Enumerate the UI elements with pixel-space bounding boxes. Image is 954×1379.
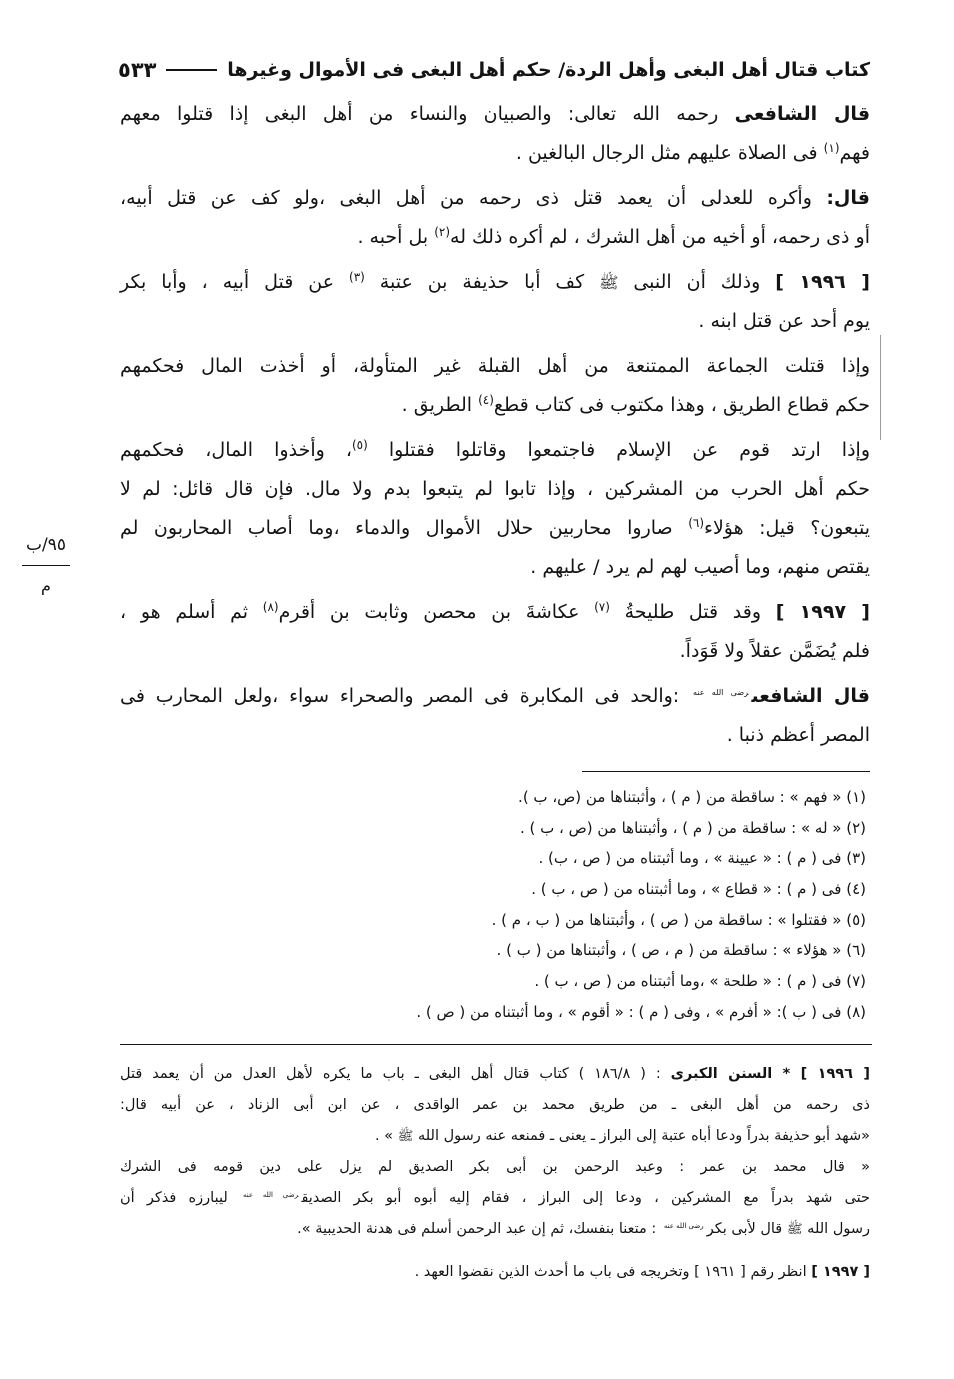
line-text: وذلك أن النبى xyxy=(618,271,776,293)
takhrij-line xyxy=(120,1183,870,1214)
line-text: المصر أعظم ذنبا . xyxy=(726,724,870,746)
footnote-ref: (٧) xyxy=(594,600,610,614)
text-line xyxy=(120,593,870,632)
paragraph xyxy=(120,179,870,257)
line-text: وقد قتل طليحةُ xyxy=(609,601,776,623)
takhrij-line xyxy=(120,1059,870,1090)
line-text: كف أبا حذيفة بن عتبة xyxy=(364,271,600,293)
honorific-glyph: رضى الله عنه xyxy=(663,1222,704,1230)
text-line xyxy=(120,302,870,341)
footnote-ref: (١) xyxy=(823,141,840,155)
line-text: قال لأبى بكر xyxy=(706,1221,787,1237)
text-line xyxy=(120,716,870,755)
text-line xyxy=(120,677,870,716)
footnote-item: (٤) فى ( م ) : « قطاع » ، وما أثبتناه من ( ص ، ب ) . xyxy=(531,880,866,899)
text-line xyxy=(120,509,870,548)
line-text: عكاشةَ بن محصن وثابت بن أقرم xyxy=(278,601,595,623)
footnote-item: (٢) « له » : ساقطة من ( م ) ، وأثبتناها من (ص ، ب ) . xyxy=(519,818,866,837)
speaker-lead: قال الشافعى xyxy=(734,103,871,125)
text-line xyxy=(120,386,870,425)
footnote-item: (٣) فى ( م ) : « عيينة » ، وما أثبتناه من ( ص ، ب) . xyxy=(538,849,866,868)
line-text: وأكره للعدلى أن يعمد قتل ذى رحمه من أهل البغى ،ولو كف عن قتل أبيه، xyxy=(120,187,827,209)
page-number: ٥٣٣ xyxy=(118,58,157,82)
line-text: «شهد أبو حذيفة بدراً ودعا أباه عتبة إلى البراز ـ يعنى ـ فمنعه عنه رسول الله xyxy=(413,1128,870,1144)
speaker-lead: قال: xyxy=(826,187,870,209)
line-text: انظر رقم [ ١٩٦١ ] وتخريجه فى باب ما أحدث الذين نقضوا العهد . xyxy=(414,1264,812,1280)
takhrij-source-lead: [ ١٩٩٦ ] * السنن الكبرى xyxy=(670,1066,870,1082)
footnote-ref: (٦) xyxy=(688,516,705,530)
honorific-glyph: ﷺ xyxy=(786,1222,803,1237)
honorific-glyph: رضى الله عنه xyxy=(693,688,749,697)
footnotes xyxy=(300,782,866,1028)
text-line xyxy=(120,347,870,386)
paragraph xyxy=(120,431,870,587)
footnote-ref: (٨) xyxy=(262,600,279,614)
margin-rule xyxy=(880,335,881,440)
takhrij-line xyxy=(120,1152,870,1183)
line-text: يقتص منهم، وما أصيب لهم لم يرد / عليهم . xyxy=(530,556,870,578)
footnote-ref: (٥) xyxy=(351,438,368,452)
text-line xyxy=(120,263,870,302)
text-line xyxy=(120,470,870,509)
margin-manuscript-siglum: م xyxy=(41,576,51,595)
line-text: ذى رحمه من أهل البغى ـ من طريق محمد بن عمر الواقدى ، عن ابن أبى الزناد ، عن أبيه قال: xyxy=(120,1097,870,1113)
takhrij-line xyxy=(120,1121,870,1152)
honorific-glyph: ﷺ xyxy=(599,273,619,292)
line-text: فلم يُضَمَّن عقلاً ولا قَوَداً. xyxy=(679,640,870,662)
line-text: :والحد فى المكابرة فى المصر والصحراء سواء ،ولعل المحارب فى xyxy=(120,685,690,707)
paragraph xyxy=(120,95,870,173)
footnote-item: (٥) « فقتلوا » : ساقطة من ( ص ) ، وأثبتناها من ( ب ، م ) . xyxy=(491,910,866,929)
line-text: : متعنا بنفسك، ثم إن عبد الرحمن أسلم فى هدنة الحديبية ». xyxy=(297,1221,661,1237)
running-header xyxy=(118,55,870,85)
takhrij-line xyxy=(120,1090,870,1121)
line-text: حتى شهد بدراً مع المشركين ، ودعا إلى البراز ، فقام إليه أبوه أبو بكر الصديق xyxy=(301,1190,870,1206)
line-text: بل أحبه . xyxy=(357,226,435,248)
text-line xyxy=(120,179,870,218)
footnote-item: (٦) « هؤلاء » : ساقطة من ( م ، ص ) ، وأثبتناها من ( ب ) . xyxy=(496,941,866,960)
line-text: صاروا محاربين حلال الأموال والدماء ،وما أصاب المحاربون لم xyxy=(120,517,689,539)
honorific-glyph: ﷺ xyxy=(397,1129,414,1144)
footnote-item: (٨) فى ( ب ): « أفرم » ، وفى ( م ) : « أقوم » ، وما أثبتناه من ( ص ) . xyxy=(416,1002,866,1021)
line-text: يوم أحد عن قتل ابنه . xyxy=(698,310,870,332)
speaker-lead: قال الشافعى xyxy=(751,685,870,707)
line-text: ، وأخذوا المال، فحكمهم xyxy=(120,439,352,461)
line-text: حكم أهل الحرب من المشركين ، وإذا تابوا لم يتبعوا بدم ولا مال. فإن قال قائل: لم لا xyxy=(120,478,870,500)
margin-folio-note: ٩٥/ب xyxy=(26,535,66,555)
line-text: الطريق . xyxy=(401,394,479,416)
paragraph xyxy=(120,593,870,671)
text-line xyxy=(120,548,870,587)
hadith-number: [ ١٩٩٧ ] xyxy=(775,601,870,623)
footnote-ref: (٢) xyxy=(434,225,451,239)
running-header-title: كتاب قتال أهل البغى وأهل الردة/ حكم أهل البغى فى الأموال وغيرها xyxy=(227,59,870,81)
header-rule xyxy=(166,69,217,71)
line-text: أو ذى رحمه، أو أخيه من أهل الشرك ، لم أكره ذلك له xyxy=(450,226,870,248)
text-line xyxy=(120,95,870,134)
text-line xyxy=(120,134,870,173)
footnote-ref: (٣) xyxy=(349,270,365,284)
text-line xyxy=(120,632,870,671)
takhrij-notes xyxy=(120,1059,870,1288)
line-text: فهم xyxy=(839,142,870,164)
paragraph xyxy=(120,347,870,425)
line-text: « قال محمد بن عمر : وعبد الرحمن بن أبى بكر الصديق لم يزل على دين قومه فى الشرك xyxy=(120,1159,870,1175)
line-text: وإذا ارتد قوم عن الإسلام فاجتمعوا وقاتلوا فقتلوا xyxy=(367,439,870,461)
main-text xyxy=(120,95,870,755)
line-text: ليبارزه فذكر أن xyxy=(120,1190,240,1206)
paragraph xyxy=(120,263,870,341)
takhrij-line xyxy=(120,1257,870,1288)
hadith-number: [ ١٩٩٦ ] xyxy=(775,271,870,293)
text-line xyxy=(120,431,870,470)
hadith-number: [ ١٩٩٧ ] xyxy=(811,1264,870,1280)
footnote-item: (١) « فهم » : ساقطة من ( م ) ، وأثبتناها من (ص، ب ). xyxy=(518,788,866,806)
takhrij-line xyxy=(120,1214,870,1245)
footnote-separator xyxy=(582,771,870,772)
paragraph xyxy=(120,677,870,755)
line-text: عن قتل أبيه ، وأبا بكر xyxy=(120,271,350,293)
honorific-glyph: رضى الله عنه xyxy=(242,1191,299,1199)
line-text: ثم أسلم هو ، xyxy=(120,601,263,623)
line-text: » . xyxy=(374,1128,398,1144)
line-text: رسول الله xyxy=(802,1221,870,1237)
line-text: وإذا قتلت الجماعة الممتنعة من أهل القبلة غير المتأولة، أو أخذت المال فحكمهم xyxy=(120,355,870,377)
line-text: يتبعون؟ قيل: هؤلاء xyxy=(704,517,870,539)
text-line xyxy=(120,218,870,257)
takhrij-separator xyxy=(120,1044,872,1045)
line-text: رحمه الله تعالى: والصبيان والنساء من أهل البغى إذا قتلوا معهم xyxy=(120,103,735,125)
footnote-item: (٧) فى ( م ) : « طلحة » ،وما أثبتناه من ( ص ، ب ) . xyxy=(534,972,866,991)
line-text: فى الصلاة عليهم مثل الرجال البالغين . xyxy=(515,142,824,164)
margin-note-rule xyxy=(22,565,70,566)
line-text: حكم قطاع الطريق ، وهذا مكتوب فى كتاب قطع xyxy=(493,394,870,416)
footnote-ref: (٤) xyxy=(478,393,494,407)
line-text: : ( ١٨٦/٨ ) كتاب قتال أهل البغى ـ باب ما يكره لأهل العدل من أن يعمد قتل xyxy=(120,1066,671,1082)
